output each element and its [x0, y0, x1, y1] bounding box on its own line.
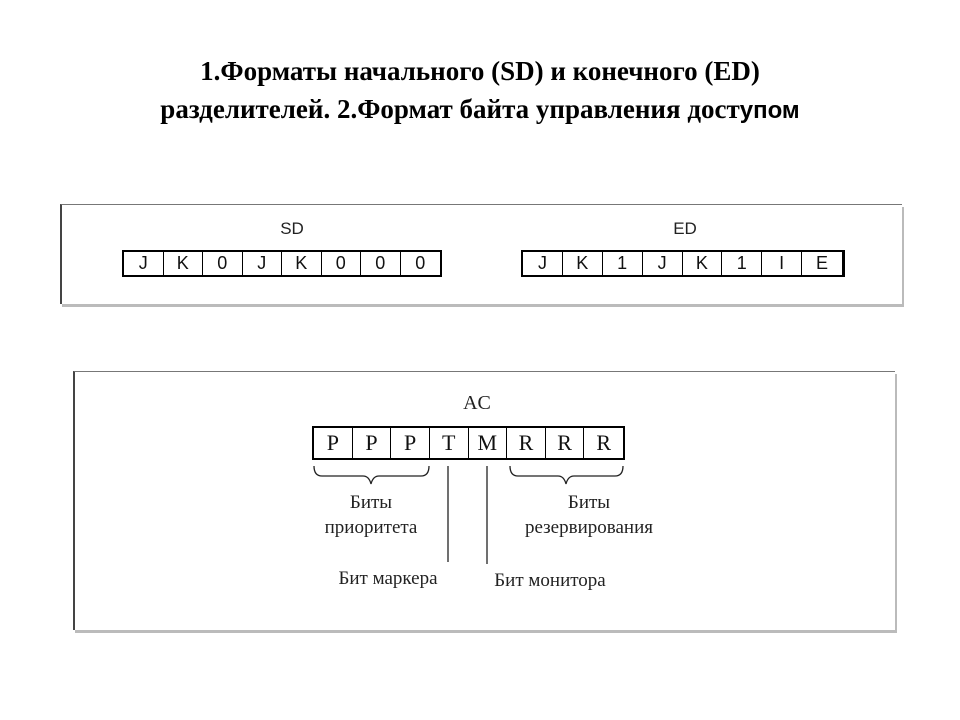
ed-bit-cell: K [683, 252, 723, 275]
title-line-1: 1.Форматы начального (SD) и конечного (ED) [200, 56, 760, 86]
sd-bit-cell: 0 [322, 252, 362, 275]
title-line-2-text: разделителей. 2.Формат байта управления дост [160, 94, 740, 124]
sd-bit-cell: 0 [415, 253, 426, 273]
ac-bit-cell: T [430, 428, 469, 458]
title-line-2 [0, 90, 960, 130]
ed-bit-cell: E [816, 253, 829, 273]
ed-bit-cell: K [563, 252, 603, 275]
ac-bit-cell: R [546, 428, 585, 458]
ac-bit-cell: P [391, 428, 430, 458]
sd-bit-cell: J [124, 252, 164, 275]
reserve-brace [510, 466, 623, 484]
ed-bit-cell: J [643, 252, 683, 275]
sd-label: SD [280, 219, 304, 238]
monitor-bit-label: Бит монитора [494, 570, 606, 591]
reserve-label-line-2: резервирования [525, 517, 653, 538]
priority-label-line-1: Биты [349, 492, 393, 513]
ac-bit-cell: P [314, 428, 353, 458]
priority-label-line-2: приоритета [324, 517, 418, 538]
ed-bit-cell: 1 [603, 252, 643, 275]
ed-label: ED [673, 219, 697, 238]
ed-bit-cell: J [523, 252, 563, 275]
sd-bit-row [122, 250, 442, 277]
ed-bit-cell: 1 [722, 252, 762, 275]
token-bit-label: Бит маркера [338, 568, 438, 589]
ac-bit-cell: R [596, 430, 612, 455]
delimiter-format-panel [60, 204, 902, 304]
title-line-2-tail: упом [739, 97, 800, 124]
ed-bit-row [521, 250, 845, 277]
priority-brace [314, 466, 429, 484]
ac-label: AC [463, 392, 491, 414]
reserve-label-line-1: Биты [567, 492, 611, 513]
slide-title [0, 52, 960, 130]
sd-bit-cell: K [282, 252, 322, 275]
ac-bit-cell: P [353, 428, 392, 458]
ed-bit-cell: I [762, 252, 802, 275]
sd-bit-cell: K [164, 252, 204, 275]
reserve-bits-label [499, 490, 679, 540]
ac-bit-cell: R [507, 428, 546, 458]
ac-bit-cell: M [469, 428, 508, 458]
access-control-panel [73, 371, 895, 630]
sd-bit-cell: 0 [361, 252, 401, 275]
sd-bit-cell: 0 [203, 252, 243, 275]
sd-bit-cell: J [243, 252, 283, 275]
priority-bits-label [301, 490, 441, 540]
